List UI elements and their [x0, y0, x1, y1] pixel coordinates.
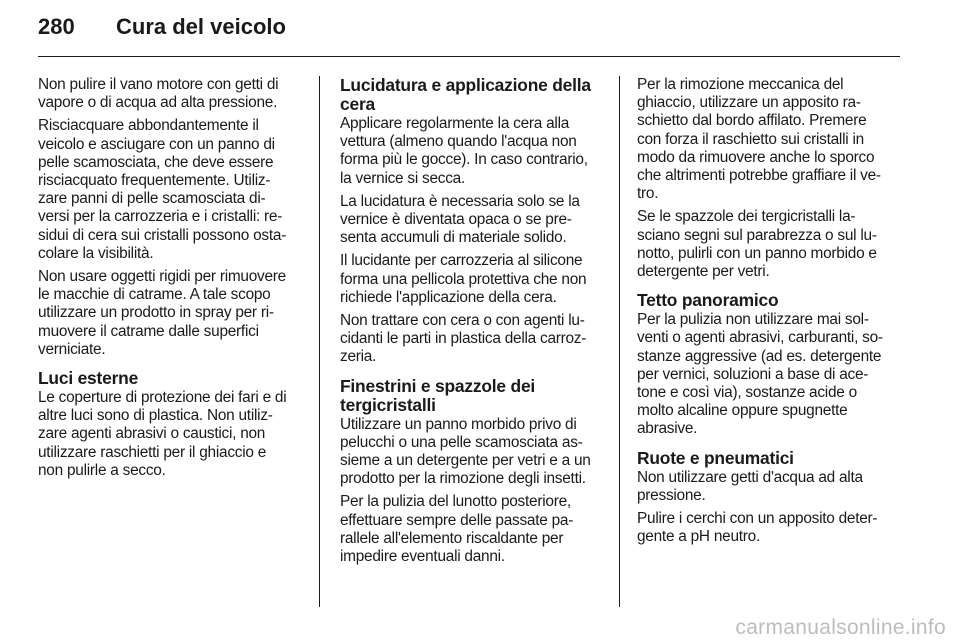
body-paragraph: Utilizzare un panno morbido privo di pelucchi o una pelle scamosciata as- sieme a un detergente per vetri e a un prodotto per la rimozione degli insetti.	[340, 415, 591, 488]
body-paragraph: Non trattare con cera o con agenti lu- cidanti le parti in plastica della carroz- zeria.	[340, 312, 587, 366]
column-divider	[319, 76, 320, 607]
body-paragraph: Se le spazzole dei tergicristalli la- sciano segni sul parabrezza o sul lu- notto, pulirli con un panno morbido e detergente per vetri.	[637, 208, 877, 281]
section-heading: Finestrini e spazzole dei tergicristalli	[340, 375, 536, 415]
column-divider	[619, 76, 620, 607]
text-column-3	[637, 76, 905, 551]
page-number: 280	[38, 14, 75, 39]
chapter-title: Cura del veicolo	[116, 14, 286, 39]
body-paragraph: Non pulire il vano motore con getti di vapore o di acqua ad alta pressione.	[38, 76, 279, 112]
watermark: carmanualsonline.info	[735, 616, 946, 639]
body-paragraph: Non usare oggetti rigidi per rimuovere le macchie di catrame. A tale scopo utilizzare un prodotto in spray per ri- muovere il catrame dalle superfici verniciate.	[38, 268, 286, 358]
section-heading: Lucidatura e applicazione della cera	[340, 75, 591, 114]
body-paragraph: Risciacquare abbondantemente il veicolo e asciugare con un panno di pelle scamosciata, che deve essere risciacquato frequentemente. Utiliz- zare panni di pelle scamosciata di- versi per la carrozzeria e i cristalli: re- sidui di cera sui cristalli possono osta- colare la visibilità.	[38, 117, 287, 262]
body-paragraph: Le coperture di protezione dei fari e di altre luci sono di plastica. Non utiliz- zare agenti abrasivi o caustici, non utilizzare raschietti per il ghiaccio e non pulirle a secco.	[38, 389, 287, 479]
section-heading: Ruote e pneumatici	[637, 447, 794, 468]
body-paragraph: Per la pulizia del lunotto posteriore, effettuare sempre delle passate pa- rallele all'elemento riscaldante per impedire eventuali danni.	[340, 493, 574, 566]
body-paragraph: Per la rimozione meccanica del ghiaccio, utilizzare un apposito ra- schietto dal bordo affilato. Premere con forza il raschietto sui cristalli in modo da rimuovere anche lo sporco che altrimenti potrebbe graffiare il ve- tro.	[637, 76, 881, 203]
section-heading: Tetto panoramico	[637, 290, 779, 311]
text-column-1	[38, 76, 306, 485]
body-paragraph: Il lucidante per carrozzeria al silicone forma una pellicola protettiva che non richiede l'applicazione della cera.	[340, 252, 587, 306]
body-paragraph: La lucidatura è necessaria solo se la vernice è diventata opaca o se pre- senta accumuli di materiale solido.	[340, 192, 580, 247]
text-column-2	[340, 76, 608, 571]
body-paragraph: Applicare regolarmente la cera alla vettura (almeno quando l'acqua non forma più le gocce). In caso contrario, la vernice si secca.	[340, 115, 588, 187]
section-heading: Luci esterne	[38, 368, 139, 389]
body-paragraph: Per la pulizia non utilizzare mai sol- venti o agenti abrasivi, carburanti, so- stanze aggressive (ad es. detergente per vernici, soluzioni a base di ace- tone e così via), sostanze acide o molto alcaline oppure spugnette abrasive.	[637, 311, 883, 438]
body-paragraph: Pulire i cerchi con un apposito deter- gente a pH neutro.	[637, 510, 878, 546]
header-rule	[38, 56, 900, 57]
body-paragraph: Non utilizzare getti d'acqua ad alta pressione.	[637, 468, 863, 504]
